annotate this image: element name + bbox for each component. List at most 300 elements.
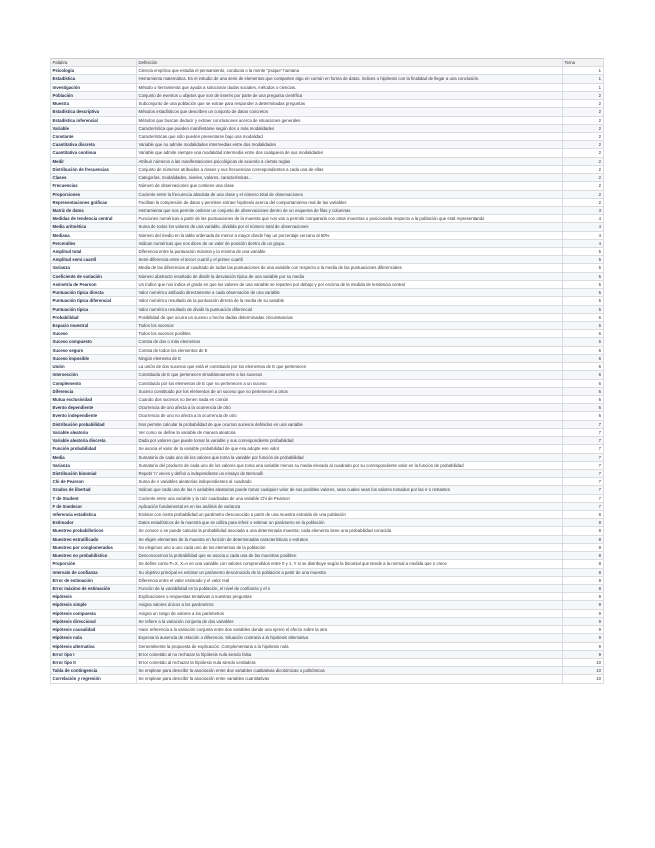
cell-topic[interactable]: 9 (563, 601, 604, 609)
cell-definition[interactable]: Ocurrencia de uno no afecta a la ocurrencia de otro (137, 412, 563, 420)
table-row (51, 198, 604, 206)
cell-definition[interactable]: Un índice que nos indica el grado en que los valores de una variable se reparten por debajo y por encima de la medida de tendencia central (137, 280, 563, 288)
table-row (51, 494, 604, 502)
cell-word[interactable]: Puntuación típica (51, 305, 137, 313)
cell-definition[interactable]: Aplicación fundamental es en los análisis de varianza (137, 502, 563, 510)
table-row (51, 165, 604, 173)
cell-word[interactable]: Distribución probabilidad (51, 420, 137, 428)
cell-word[interactable]: Variable aleatoria (51, 428, 137, 436)
cell-definition[interactable]: Se conoce o se puede calcular la probabilidad asociada a una determinada muestra; cada elemento tiene una probabilidad conocida (137, 527, 563, 535)
cell-word[interactable]: Cuantitativa discreta (51, 141, 137, 149)
cell-topic[interactable]: 8 (563, 585, 604, 593)
cell-topic[interactable]: 4 (563, 223, 604, 231)
table-row (51, 552, 604, 560)
table-row (51, 634, 604, 642)
cell-topic[interactable]: 9 (563, 642, 604, 650)
cell-topic[interactable]: 7 (563, 437, 604, 445)
cell-definition[interactable]: Subconjunto de una población que se extrae para responder a determinadas preguntas (137, 100, 563, 108)
cell-definition[interactable]: Se refiere a la variación conjunta de dos variables (137, 617, 563, 625)
cell-topic[interactable]: 6 (563, 412, 604, 420)
cell-word[interactable]: Unión (51, 363, 137, 371)
cell-definition[interactable]: Cociente entre una variable y la raíz cuadradas de una variable Chi de Pearson (137, 494, 563, 502)
cell-topic[interactable]: 9 (563, 626, 604, 634)
cell-topic[interactable]: 5 (563, 272, 604, 280)
table-row (51, 420, 604, 428)
cell-definition[interactable]: Métodos que buscan deducir y extraer conclusiones acerca de situaciones generales (137, 116, 563, 124)
cell-word[interactable]: Población (51, 91, 137, 99)
cell-topic[interactable]: 6 (563, 313, 604, 321)
cell-word[interactable]: Amplitud total (51, 248, 137, 256)
cell-definition[interactable]: Datos estadísticos de la muestra que se utiliza para inferir o estimar un parámetro en la población (137, 519, 563, 527)
cell-topic[interactable]: 6 (563, 363, 604, 371)
cell-word[interactable]: Media aritmética (51, 223, 137, 231)
cell-word[interactable]: Medir (51, 157, 137, 165)
cell-definition[interactable]: Asigna valores únicos a los parámetros (137, 601, 563, 609)
cell-word[interactable]: Variable (51, 124, 137, 132)
cell-word[interactable]: Complemento (51, 379, 137, 387)
cell-topic[interactable]: 2 (563, 124, 604, 132)
cell-topic[interactable]: 2 (563, 132, 604, 140)
table-row (51, 256, 604, 264)
column-header-topic[interactable]: Tema (563, 59, 604, 67)
cell-word[interactable]: Variable aleatoria discreta (51, 437, 137, 445)
cell-topic[interactable]: 2 (563, 174, 604, 182)
header-row (51, 59, 604, 67)
cell-definition[interactable]: Suma de todos los valores de una variable, dividida por el número total de observaciones (137, 223, 563, 231)
cell-definition[interactable]: Constituida de E que pertenecen simultáneamente a los sucesos (137, 371, 563, 379)
cell-word[interactable]: Hipótesis alternativa (51, 642, 137, 650)
cell-topic[interactable]: 2 (563, 190, 604, 198)
cell-topic[interactable]: 2 (563, 108, 604, 116)
cell-word[interactable]: Evento independiente (51, 412, 137, 420)
cell-topic[interactable]: 8 (563, 527, 604, 535)
cell-definition[interactable]: Explicaciones o respuestas tentativas a nuestras preguntas (137, 593, 563, 601)
cell-definition[interactable]: Suma de n variables aleatorias independientes al cuadrado (137, 478, 563, 486)
cell-topic[interactable]: 9 (563, 609, 604, 617)
cell-definition[interactable]: Herramienta matemática. Es el estudio de una serie de elementos que comparten algo en común en forma de datos, índices o hipótesis con la finalidad de llegar a una conclusión. (137, 75, 563, 83)
cell-definition[interactable]: Ver como se define la variable de manera aleatoria (137, 428, 563, 436)
table-row (51, 469, 604, 477)
cell-word[interactable]: T de Student (51, 494, 137, 502)
table-row (51, 560, 604, 568)
cell-topic[interactable]: 2 (563, 157, 604, 165)
table-row (51, 404, 604, 412)
cell-word[interactable]: Muestreo por conglomerados (51, 543, 137, 551)
cell-word[interactable]: Muestreo no probabilístico (51, 552, 137, 560)
cell-definition[interactable]: Nos permite calcular la probabilidad de que ocurran sucesos definidos en una variable (137, 420, 563, 428)
cell-definition[interactable]: Variable que no admite modalidades intermedias entre dos modalidades (137, 141, 563, 149)
cell-definition[interactable]: Indican numéricas que nos dicen de un valor de posición dentro de un grupo. (137, 239, 563, 247)
cell-topic[interactable]: 7 (563, 453, 604, 461)
cell-word[interactable]: Psicología (51, 67, 137, 75)
cell-definition[interactable]: Semi-diferencia entre el tercer cuartil y el primer cuartil (137, 256, 563, 264)
cell-word[interactable]: Media (51, 453, 137, 461)
cell-topic[interactable]: 6 (563, 379, 604, 387)
table-row (51, 478, 604, 486)
table-row (51, 239, 604, 247)
cell-definition[interactable]: Categorías, modalidades, niveles, valores, características… (137, 174, 563, 182)
cell-topic[interactable]: 4 (563, 215, 604, 223)
table-row (51, 527, 604, 535)
cell-topic[interactable]: 8 (563, 552, 604, 560)
table-row (51, 264, 604, 272)
table-row (51, 75, 604, 83)
cell-word[interactable]: Inferencia estadística (51, 511, 137, 519)
cell-definition[interactable]: Ciencia empírica que estudia el pensamiento, conducta o la mente "psique" humana (137, 67, 563, 75)
table-row (51, 585, 604, 593)
cell-definition[interactable]: Posibilidad de que ocurra un suceso o hecho dadas determinadas circunstancias (137, 313, 563, 321)
table-row (51, 305, 604, 313)
table-row (51, 650, 604, 658)
cell-definition[interactable]: Se eligen elementos de la muestra en función de determinadas características o estratos (137, 535, 563, 543)
cell-topic[interactable]: 9 (563, 617, 604, 625)
table-row (51, 313, 604, 321)
cell-word[interactable]: Espacio muestral (51, 322, 137, 330)
table-row (51, 412, 604, 420)
cell-definition[interactable]: Asigna un rango de valores a los parámetros (137, 609, 563, 617)
cell-word[interactable]: Investigación (51, 83, 137, 91)
cell-definition[interactable]: Diferencia entre el valor estimado y el valor real (137, 576, 563, 584)
cell-topic[interactable]: 5 (563, 264, 604, 272)
cell-topic[interactable]: 6 (563, 354, 604, 362)
cell-topic[interactable]: 6 (563, 322, 604, 330)
cell-word[interactable]: Hipótesis nula (51, 634, 137, 642)
cell-word[interactable]: Puntuación típica diferencial (51, 297, 137, 305)
table-row (51, 272, 604, 280)
cell-topic[interactable]: 8 (563, 576, 604, 584)
cell-definition[interactable]: Se emplean para describir la asociación entre variables cuantitativas (137, 675, 563, 683)
cell-definition[interactable]: Métodos estadísticos que describen un conjunto de datos concretos (137, 108, 563, 116)
cell-topic[interactable]: 7 (563, 445, 604, 453)
cell-topic[interactable]: 5 (563, 248, 604, 256)
cell-topic[interactable]: 2 (563, 116, 604, 124)
cell-topic[interactable]: 9 (563, 650, 604, 658)
cell-definition[interactable]: Error cometido al no rechazar la hipótesis nula siendo falsa (137, 650, 563, 658)
cell-word[interactable]: Grados de libertad (51, 486, 137, 494)
table-row (51, 642, 604, 650)
cell-topic[interactable]: 1 (563, 75, 604, 83)
cell-definition[interactable]: Número de observaciones que contiene una clase (137, 182, 563, 190)
cell-definition[interactable]: Desconocemos la probabilidad que se asocia a cada una de las muestras posibles. (137, 552, 563, 560)
table-row (51, 157, 604, 165)
cell-topic[interactable]: 1 (563, 83, 604, 91)
cell-word[interactable]: Hipótesis simple (51, 601, 137, 609)
table-row (51, 297, 604, 305)
cell-topic[interactable]: 2 (563, 91, 604, 99)
cell-definition[interactable]: Cociente entre la frecuencia absoluta de una clase y el número total de observaciones (137, 190, 563, 198)
cell-definition[interactable]: Cuando dos sucesos no tienen nada en común (137, 395, 563, 403)
cell-definition[interactable]: Número del medio en la tabla ordenada de menor a mayor donde hay un porcentaje cercano al 50% (137, 231, 563, 239)
column-header-definition[interactable]: Definición (137, 59, 563, 67)
cell-topic[interactable]: 4 (563, 239, 604, 247)
cell-word[interactable]: Mediana (51, 231, 137, 239)
table-row (51, 124, 604, 132)
table-row (51, 338, 604, 346)
table-row (51, 658, 604, 666)
cell-definition[interactable]: Conjunto de eventos u objetos que son de interés por parte de una pregunta científica (137, 91, 563, 99)
cell-word[interactable]: Proporción (51, 560, 137, 568)
cell-topic[interactable]: 7 (563, 461, 604, 469)
cell-topic[interactable]: 10 (563, 658, 604, 666)
cell-topic[interactable]: 10 (563, 675, 604, 683)
cell-word[interactable]: Clases (51, 174, 137, 182)
cell-word[interactable]: Proporciones (51, 190, 137, 198)
cell-topic[interactable]: 5 (563, 280, 604, 288)
table-row (51, 593, 604, 601)
cell-word[interactable]: Mutua exclusividad (51, 395, 137, 403)
cell-topic[interactable]: 10 (563, 667, 604, 675)
cell-definition[interactable]: Sumatorio de cada uno de los valores que toma la variable por función de probabilidad (137, 453, 563, 461)
cell-definition[interactable]: Consta de todos los elementos de E (137, 346, 563, 354)
cell-word[interactable]: Suceso (51, 330, 137, 338)
cell-definition[interactable]: Error cometido al rechazar la hipótesis nula siendo verdadera (137, 658, 563, 666)
cell-word[interactable]: Muestreo probabilísticos (51, 527, 137, 535)
cell-topic[interactable]: 7 (563, 469, 604, 477)
cell-topic[interactable]: 2 (563, 149, 604, 157)
cell-definition[interactable]: Se emplean para describir la asociación entre dos variables cualitativas dicotómicas o politómicas (137, 667, 563, 675)
cell-word[interactable]: Distribución de frecuencias (51, 165, 137, 173)
cell-topic[interactable]: 6 (563, 395, 604, 403)
cell-topic[interactable]: 2 (563, 198, 604, 206)
cell-word[interactable]: Función probabilidad (51, 445, 137, 453)
cell-definition[interactable]: Indican que cada una de las n variables aleatorias puede tomar cualquier valor de sus posibles valores, sean cuales sean los valores tomados por las n-1 restantes (137, 486, 563, 494)
table-row (51, 223, 604, 231)
table-row (51, 371, 604, 379)
cell-word[interactable]: Varianza (51, 264, 137, 272)
table-row (51, 100, 604, 108)
cell-topic[interactable]: 5 (563, 297, 604, 305)
cell-definition[interactable]: Repetir 'n' veces y definir a independiente un ensayo de Bernoulli (137, 469, 563, 477)
cell-topic[interactable]: 6 (563, 387, 604, 395)
column-header-word[interactable]: Palabra (51, 59, 137, 67)
cell-topic[interactable]: 7 (563, 486, 604, 494)
table-row (51, 91, 604, 99)
cell-word[interactable]: Probabilidad (51, 313, 137, 321)
cell-definition[interactable]: Característica que pueden manifestarse según dos o más modalidades (137, 124, 563, 132)
cell-definition[interactable]: Atribuir números a las manifestaciones psicológicas de acuerdo a ciertas reglas (137, 157, 563, 165)
cell-word[interactable]: Error de estimación (51, 576, 137, 584)
cell-definition[interactable]: Valor numérico atribuido directamente a cada observación de una variable (137, 289, 563, 297)
cell-topic[interactable]: 6 (563, 330, 604, 338)
cell-definition[interactable]: Todos los sucesos (137, 322, 563, 330)
table-row (51, 486, 604, 494)
cell-definition[interactable]: Características que sólo pueden presentarse bajo una modalidad (137, 132, 563, 140)
table-row (51, 461, 604, 469)
table-row (51, 322, 604, 330)
cell-topic[interactable]: 5 (563, 289, 604, 297)
cell-definition[interactable]: Hace referencia a la variación conjunta entre dos variables donde una ejerce el efecto sobre la otra (137, 626, 563, 634)
cell-word[interactable]: Estadística (51, 75, 137, 83)
table-row (51, 141, 604, 149)
cell-word[interactable]: Error tipo I (51, 650, 137, 658)
table-row (51, 519, 604, 527)
cell-word[interactable]: Coeficiente de variación (51, 272, 137, 280)
cell-topic[interactable]: 7 (563, 478, 604, 486)
cell-topic[interactable]: 2 (563, 182, 604, 190)
glossary-table (50, 58, 604, 684)
table-row (51, 667, 604, 675)
cell-word[interactable]: Representaciones gráficas (51, 198, 137, 206)
table-row (51, 379, 604, 387)
cell-word[interactable]: Estimador (51, 519, 137, 527)
cell-definition[interactable]: Funciones numéricas a partir de las puntuaciones de la muestra que nos van a permitir compararla con otras muestras o posicionarla respecto a la población que está representando (137, 215, 563, 223)
cell-word[interactable]: F de Snedecor (51, 502, 137, 510)
cell-word[interactable]: Hipótesis direccional (51, 617, 137, 625)
cell-definition[interactable]: Número abstracto resultado de dividir la desviación típica de una variable por su media (137, 272, 563, 280)
cell-topic[interactable]: 6 (563, 338, 604, 346)
cell-topic[interactable]: 7 (563, 420, 604, 428)
cell-topic[interactable]: 6 (563, 346, 604, 354)
cell-word[interactable]: Error máximo de estimación (51, 585, 137, 593)
table-row (51, 363, 604, 371)
cell-definition[interactable]: La unión de dos sucesos que está el constituido por los elementos de E que pertenecen (137, 363, 563, 371)
cell-word[interactable]: Amplitud semi cuartil (51, 256, 137, 264)
table-row (51, 289, 604, 297)
cell-definition[interactable]: Ocurrencia de uno afecta a la ocurrencia de otro (137, 404, 563, 412)
cell-topic[interactable]: 2 (563, 165, 604, 173)
table-row (51, 346, 604, 354)
cell-topic[interactable]: 7 (563, 494, 604, 502)
cell-word[interactable]: Constante (51, 132, 137, 140)
cell-definition[interactable]: Se define como P=X, X=n en una variable con valores comprendidos entre 0 y 1. Y si se distribuye según la binomial que tiende a la normal a medida que n crece (137, 560, 563, 568)
cell-word[interactable]: Matriz de datos (51, 206, 137, 214)
cell-word[interactable]: Puntuación típica directa (51, 289, 137, 297)
table-row (51, 609, 604, 617)
cell-word[interactable]: Error tipo II (51, 658, 137, 666)
table-row (51, 108, 604, 116)
cell-topic[interactable]: 5 (563, 256, 604, 264)
table-row (51, 568, 604, 576)
cell-topic[interactable]: 8 (563, 511, 604, 519)
table-row (51, 215, 604, 223)
cell-definition[interactable]: Todos los sucesos posibles (137, 330, 563, 338)
cell-topic[interactable]: 2 (563, 100, 604, 108)
table-row (51, 182, 604, 190)
cell-word[interactable]: Chi de Pearson (51, 478, 137, 486)
cell-word[interactable]: Frecuencias (51, 182, 137, 190)
cell-definition[interactable]: Media de las diferencias al cuadrado de todas las puntuaciones de una variable con respecto a la media de las puntuaciones diferenciales (137, 264, 563, 272)
table-row (51, 149, 604, 157)
cell-word[interactable]: Estadística descriptiva (51, 108, 137, 116)
cell-topic[interactable]: 2 (563, 141, 604, 149)
cell-topic[interactable]: 5 (563, 305, 604, 313)
cell-definition[interactable]: Estimar con cierta probabilidad un parámetro desconocido a partir de una muestra extraída de una población (137, 511, 563, 519)
cell-topic[interactable]: 8 (563, 519, 604, 527)
cell-definition[interactable]: Dada por valores que puede tomar la variable y sus correspondiente probabilidad (137, 437, 563, 445)
cell-word[interactable]: Hipótesis compuesta (51, 609, 137, 617)
cell-definition[interactable]: Constituido por los elementos de E que no pertenecen a un suceso (137, 379, 563, 387)
table-row (51, 330, 604, 338)
table-row (51, 535, 604, 543)
cell-definition[interactable]: Generalmente la propuesta de explicación. Complementaria a la hipótesis nula (137, 642, 563, 650)
table-row (51, 206, 604, 214)
table-row (51, 453, 604, 461)
cell-definition[interactable]: Se asocia el valor de la variable probabilidad de que esa adopte ese valor (137, 445, 563, 453)
table-row (51, 280, 604, 288)
table-row (51, 576, 604, 584)
cell-definition[interactable]: Ningún elemento de E (137, 354, 563, 362)
cell-word[interactable]: Tabla de contingencia (51, 667, 137, 675)
cell-topic[interactable]: 8 (563, 543, 604, 551)
table-row (51, 445, 604, 453)
cell-topic[interactable]: 9 (563, 634, 604, 642)
cell-definition[interactable]: Diferencia entre la puntuación máxima y la mínima de una variable (137, 248, 563, 256)
cell-definition[interactable]: Expresa la ausencia de relación o diferencia. Situación contraria a la hipótesis alternativa (137, 634, 563, 642)
cell-word[interactable]: Evento dependiente (51, 404, 137, 412)
table-row (51, 675, 604, 683)
table-row (51, 190, 604, 198)
cell-topic[interactable]: 8 (563, 568, 604, 576)
cell-word[interactable]: Hipótesis causalidad (51, 626, 137, 634)
cell-word[interactable]: Distribución binomial (51, 469, 137, 477)
cell-definition[interactable]: Facilitan la compresión de datos y permiten extraer hipótesis acerca del comportamiento real de las variables (137, 198, 563, 206)
cell-word[interactable]: Intervalo de confianza (51, 568, 137, 576)
table-row (51, 437, 604, 445)
cell-topic[interactable]: 3 (563, 206, 604, 214)
cell-definition[interactable]: Herramienta que nos permite ordenar un conjunto de observaciones dentro de un esquema de filas y columnas (137, 206, 563, 214)
cell-word[interactable]: Diferencia (51, 387, 137, 395)
table-row (51, 428, 604, 436)
cell-topic[interactable]: 7 (563, 502, 604, 510)
cell-definition[interactable]: Conjunto de números atribuidos a clases y sus frecuencias correspondientes a cada una de ellas (137, 165, 563, 173)
cell-definition[interactable]: Método o herramienta que ayuda a solucionar dudas sociales, métodos o ciencias. (137, 83, 563, 91)
cell-topic[interactable]: 4 (563, 231, 604, 239)
cell-word[interactable]: Suceso seguro (51, 346, 137, 354)
table-row (51, 387, 604, 395)
cell-definition[interactable]: Su objetivo principal es estimar un parámetro desconocido de la población a partir de una muestra (137, 568, 563, 576)
cell-word[interactable]: Estadística inferencial (51, 116, 137, 124)
cell-word[interactable]: Muestra (51, 100, 137, 108)
cell-word[interactable]: Correlación y regresión (51, 675, 137, 683)
cell-topic[interactable]: 6 (563, 371, 604, 379)
table-row (51, 132, 604, 140)
table-row (51, 83, 604, 91)
table-row (51, 502, 604, 510)
table-row (51, 601, 604, 609)
table-row (51, 174, 604, 182)
cell-topic[interactable]: 1 (563, 67, 604, 75)
table-row (51, 248, 604, 256)
cell-word[interactable]: Cuantitativa continua (51, 149, 137, 157)
cell-topic[interactable]: 6 (563, 404, 604, 412)
cell-topic[interactable]: 9 (563, 593, 604, 601)
cell-definition[interactable]: Valor numérico resultado de la puntuación directa de la media de su variable (137, 297, 563, 305)
table-row (51, 231, 604, 239)
cell-word[interactable]: Varianza (51, 461, 137, 469)
cell-definition[interactable]: Consta de dos o más elementos (137, 338, 563, 346)
cell-topic[interactable]: 8 (563, 535, 604, 543)
cell-word[interactable]: Suceso compuesto (51, 338, 137, 346)
cell-topic[interactable]: 8 (563, 560, 604, 568)
table-row (51, 617, 604, 625)
cell-word[interactable]: Medidas de tendencia central (51, 215, 137, 223)
cell-word[interactable]: Muestreo estratificado (51, 535, 137, 543)
cell-word[interactable]: Intersección (51, 371, 137, 379)
cell-word[interactable]: Asimetría de Pearson (51, 280, 137, 288)
cell-word[interactable]: Percentiles (51, 239, 137, 247)
cell-definition[interactable]: Sumatorio del producto de cada uno de los valores que toma una variable menos su media elevado al cuadrado por su correspondiente valor en la función de probabilidad (137, 461, 563, 469)
cell-definition[interactable]: No elegimos uno a uno cada uno de los elementos de la población (137, 543, 563, 551)
cell-definition[interactable]: Variable que admite siempre una modalidad intermedia entre dos cualquiera de sus modalidades (137, 149, 563, 157)
table-row (51, 354, 604, 362)
cell-word[interactable]: Hipótesis (51, 593, 137, 601)
cell-topic[interactable]: 7 (563, 428, 604, 436)
table-row (51, 511, 604, 519)
cell-word[interactable]: Suceso imposible (51, 354, 137, 362)
cell-definition[interactable]: Suceso constituido por los elementos de un suceso que no pertenecen a otros (137, 387, 563, 395)
cell-definition[interactable]: Función de la variabilidad en la población, el nivel de confianza y el n (137, 585, 563, 593)
cell-definition[interactable]: Valor numérico resultado de dividir la puntuación diferencial (137, 305, 563, 313)
